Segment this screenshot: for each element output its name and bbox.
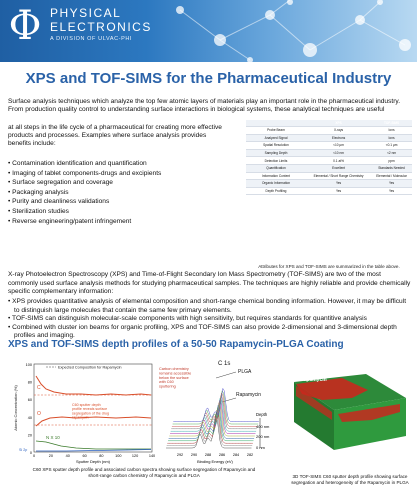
table-cell: X-rays — [306, 127, 371, 135]
list-item: • Imaging of tablet components-drugs and excipients — [8, 169, 233, 179]
table-row — [246, 134, 412, 142]
table-header-cell: XPS — [306, 120, 371, 127]
table-caption: Attributes for XPS and TOF-SIMS are summarized in the table above. — [258, 264, 400, 269]
annotation-line: segregation of the drug — [72, 411, 109, 416]
x-tick-label: 140 — [148, 454, 156, 458]
table-row — [246, 157, 412, 165]
x-tick-label: 80 — [99, 454, 104, 458]
list-item: • Packaging analysis — [8, 188, 233, 198]
table-cell: Standards Needed — [371, 164, 412, 172]
n-label: N X 10 — [46, 435, 60, 440]
table-cell: Yes — [306, 187, 371, 195]
x-tick-label: 290 — [190, 453, 198, 457]
table-row — [246, 180, 412, 188]
table-cell: Information Content — [246, 172, 306, 180]
y-axis-label: Atomic Concentration (%) — [13, 385, 18, 431]
table-cell: <10 nm — [306, 149, 371, 157]
plga-pointer — [216, 372, 236, 378]
plga-label: PLGA — [238, 369, 252, 375]
page-title: XPS and TOF-SIMS for the Pharmaceutical Industry — [25, 70, 392, 87]
y-tick-label: 60 — [27, 398, 32, 403]
table-cell: Ions — [371, 127, 412, 135]
x-tick-label: 288 — [204, 453, 212, 457]
x-tick-label: 120 — [131, 454, 139, 458]
y-tick-label: 100 — [25, 363, 32, 367]
benefits-list — [8, 159, 233, 226]
intro-paragraph: Surface analysis techniques which analyze the top few atomic layers of materials play an important role in the pharmaceutical industry. From production quality control to understanding surface interactions in biological systems, these analytical techniques are useful — [8, 98, 401, 114]
table-row — [246, 149, 412, 157]
annotation-line: Carbon chemistry — [159, 367, 189, 371]
y-tick-label: 80 — [27, 380, 32, 385]
x-tick-label: 20 — [48, 454, 54, 458]
table-cell: Quantification — [246, 164, 306, 172]
annotation-line: with C60 — [159, 380, 174, 385]
table-cell: Electrons — [306, 134, 371, 142]
y-tick-label: 40 — [27, 415, 32, 420]
table-cell: <0.1 µm — [371, 142, 412, 150]
table-cell: Elemental / Short Range Chemistry — [306, 172, 371, 180]
depth-axis-label: Depth — [256, 412, 268, 417]
table-cell: Yes — [306, 180, 371, 188]
x-tick-label: 0 — [32, 454, 36, 458]
fig3-caption: 3D TOF-SIMS C60 sputter depth profile showing surface segregation and heterogeneity of the Rapamycin in PLGA — [291, 474, 409, 485]
table-row — [246, 187, 412, 195]
techniques-paragraph: X-ray Photoelectron Spectroscopy (XPS) and Time-of-Flight Secondary Ion Mass Spectrometry (TOF-SIMS) are two of the most commonly used surface analysis methods for studying pharmaceutical samples. The techniques are highly reliable and provide chemically specific complementary information: — [8, 271, 411, 296]
x-tick-label: 286 — [218, 453, 226, 457]
phi-logo: Φ — [8, 3, 42, 49]
annotation-line: remains accessible — [159, 371, 192, 376]
x-tick-label: 100 — [115, 454, 122, 458]
table-row — [246, 142, 412, 150]
x-axis-label: Binding Energy (eV) — [197, 459, 233, 464]
table-header-cell: TOF-SIMS — [371, 120, 412, 127]
techniques-list — [8, 298, 412, 341]
x-axis-label: Sputter Depth (nm) — [75, 459, 111, 464]
table-cell: Yes — [371, 180, 412, 188]
comparison-table — [246, 120, 412, 195]
table-cell: Sampling Depth — [246, 149, 306, 157]
list-item: • Purity and cleanliness validations — [8, 197, 233, 207]
table-cell: ppm — [371, 157, 412, 165]
list-item: • XPS provides quantitative analysis of elemental composition and short-range chemical bonding information. However, it may be difficult to distinguish large molecules that contain the same few primary elements. — [8, 298, 412, 315]
c1s-spectra-figure — [156, 358, 278, 466]
x-tick-label: 40 — [65, 454, 70, 458]
table-row — [246, 172, 412, 180]
o-label: O — [37, 411, 41, 417]
legend-label: Expected Composition for Rapamycin — [58, 365, 122, 370]
list-item: • Contamination identification and quantification — [8, 159, 233, 169]
annotation-line: below the surface — [159, 375, 189, 380]
fig2-annotation — [159, 367, 191, 389]
table-cell: Spatial Resolution — [246, 142, 306, 150]
list-item: • Sterilization studies — [8, 207, 233, 217]
table-cell: Elemental / Molecular — [371, 172, 412, 180]
table-cell: Ions — [371, 134, 412, 142]
c1s-title: C 1s — [218, 361, 231, 367]
si-label: Si 2p — [19, 448, 28, 452]
table-cell: <2 nm — [371, 149, 412, 157]
list-item: • TOF-SIMS can distinguish molecular-scale components with high sensitivity, but requires standards for quantitive analysis — [8, 315, 412, 324]
brand-line-2: ELECTRONICS — [50, 20, 152, 34]
xps-depth-profile-figure — [6, 356, 156, 466]
table-cell: Excellent — [306, 164, 371, 172]
list-item: • Reverse engineering/patent infringement — [8, 217, 233, 227]
tofsims-3d-figure — [282, 368, 412, 468]
table-cell: Analyzed Signal — [246, 134, 306, 142]
brand-line-1: PHYSICAL — [50, 6, 122, 20]
table-cell: 0.1 at% — [306, 157, 371, 165]
x-tick-label: 292 — [176, 453, 184, 457]
header-banner — [0, 0, 417, 62]
table-cell: Organic Information — [246, 180, 306, 188]
c-label: C — [37, 385, 41, 391]
annotation-line: sputtering — [159, 384, 176, 389]
annotation-line: C60 sputter depth — [72, 403, 101, 407]
brand-tagline: A DIVISION OF ULVAC-PHI — [50, 36, 133, 42]
x-tick-label: 284 — [232, 453, 240, 457]
rapamycin-label: Rapamycin — [300, 377, 327, 383]
table-cell: Detection Limits — [246, 157, 306, 165]
table-cell: Yes — [371, 187, 412, 195]
table-cell: <10 µm — [306, 142, 371, 150]
depth-value: 0 nm — [256, 445, 265, 450]
table-cell: Depth Profiling — [246, 187, 306, 195]
fig1-caption: C60 XPS sputter depth profile and associated carbon spectra showing surface segregation of Rapamycin and short-range carbon chemistry of Rapamycin and PLGA — [32, 467, 256, 478]
x-tick-label: 282 — [246, 453, 254, 457]
table-cell: Probe Beam — [246, 127, 306, 135]
y-tick-label: 0 — [29, 451, 32, 455]
x-tick-label: 60 — [82, 454, 87, 458]
depth-value: 200 nm — [256, 434, 270, 439]
list-item: • Surface segregation and coverage — [8, 178, 233, 188]
section-heading: XPS and TOF-SIMS depth profiles of a 50-50 Rapamycin-PLGA Coating — [8, 339, 344, 350]
table-row — [246, 127, 412, 135]
y-tick-label: 20 — [27, 433, 32, 438]
rapamycin-label: Rapamycin — [236, 392, 262, 398]
table-row — [246, 164, 412, 172]
depth-value: 400 nm — [256, 424, 270, 429]
annotation-line: profile reveals surface — [72, 407, 108, 412]
intro-paragraph-continued: at all steps in the life cycle of a pharmaceutical for creating more effective products and processes. Examples where surface analysis provides benefits include: — [8, 124, 222, 148]
list-item: • Combined with cluster ion beams for organic profiling, XPS and TOF-SIMS can also provide 2-dimensional and 3-dimensional depth profiles and imaging. — [8, 324, 412, 341]
annotation-line: rapamycin — [72, 415, 89, 420]
molecule-decoration — [160, 0, 417, 62]
